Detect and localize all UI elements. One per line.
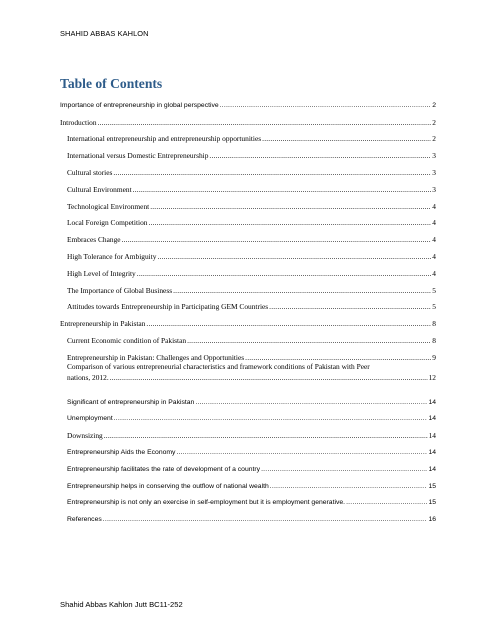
toc-entry-text: Unemployment [67, 415, 113, 423]
toc-leader [103, 515, 428, 524]
toc-leader [195, 398, 427, 407]
toc-leader [346, 498, 427, 507]
toc-entry-text: Importance of entrepreneurship in global perspective [60, 101, 219, 109]
toc-page-number: 4 [432, 201, 436, 211]
toc-page-number: 3 [432, 151, 436, 161]
toc-leader [209, 151, 431, 160]
toc-entry-text: Entrepreneurship in Pakistan [60, 319, 146, 329]
toc-page-number: 2 [432, 117, 436, 127]
toc-entry[interactable] [60, 491, 436, 508]
page-header: SHAHID ABBAS KAHLON [60, 29, 149, 38]
toc-entry-text: Attitudes towards Entrepreneurship in Participating GEM Countries [67, 302, 269, 312]
toc-leader [176, 448, 427, 457]
toc-entry-text: Entrepreneurship helps in conserving the outflow of national wealth [67, 482, 269, 490]
toc-leader [146, 319, 431, 328]
toc-page-number: 5 [432, 285, 436, 295]
toc-entry[interactable] [60, 507, 436, 524]
toc-page-number: 15 [428, 499, 436, 507]
toc-entry-text: Introduction [60, 117, 97, 127]
toc-entry-text: High Level of Integrity [67, 268, 136, 278]
toc-entry-text: Significant of entrepreneurship in Pakistan [67, 398, 195, 406]
toc-leader [270, 482, 428, 491]
toc-entry-text: International entrepreneurship and entrepreneurship opportunities [67, 134, 262, 144]
toc-leader [104, 431, 428, 440]
toc-entry-text: Comparison of various entrepreneurial characteristics and framework conditions of Pakistan with Peer [67, 361, 370, 371]
toc-page-number: 14 [428, 448, 436, 456]
toc-leader [173, 286, 431, 295]
toc-entry-text: Technological Environment [67, 201, 150, 211]
toc-leader [262, 134, 431, 143]
toc-page-number: 3 [432, 167, 436, 177]
toc-entry-text: Cultural Environment [67, 184, 132, 194]
table-of-contents [60, 93, 436, 524]
toc-entry[interactable] [60, 457, 436, 474]
page-footer: Shahid Abbas Kahlon Jutt BC11-252 [60, 600, 183, 609]
toc-entry-text: The Importance of Global Business [67, 285, 173, 295]
toc-page-number: 12 [428, 372, 436, 382]
toc-leader [113, 168, 431, 177]
toc-entry-text: Entrepreneurship in Pakistan: Challenges and Opportunities [67, 352, 245, 362]
toc-leader [114, 414, 428, 423]
toc-entry-text: Current Economic condition of Pakistan [67, 335, 187, 345]
toc-entry-text: Entrepreneurship facilitates the rate of development of a country [67, 465, 261, 473]
toc-entry[interactable] [60, 295, 436, 312]
toc-page-number: 4 [432, 268, 436, 278]
toc-entry[interactable] [60, 328, 436, 345]
toc-entry[interactable] [60, 93, 436, 110]
toc-entry[interactable] [60, 440, 436, 457]
toc-leader [245, 353, 431, 362]
toc-page-number: 2 [432, 134, 436, 144]
toc-leader [220, 101, 432, 110]
toc-entry[interactable] [60, 261, 436, 278]
toc-page-number: 14 [428, 465, 436, 473]
toc-entry[interactable] [60, 244, 436, 261]
toc-entry[interactable] [60, 278, 436, 295]
toc-page-number: 4 [432, 218, 436, 228]
toc-leader [148, 218, 431, 227]
toc-page-number: 14 [428, 398, 436, 406]
toc-entry[interactable] [60, 160, 436, 177]
toc-entry-text: References [67, 516, 102, 524]
toc-leader [137, 269, 432, 278]
toc-entry-text: Local Foreign Competition [67, 218, 148, 228]
toc-page-number: 16 [428, 516, 436, 524]
toc-page-number: 14 [428, 431, 436, 441]
toc-entry-text: High Tolerance for Ambiguity [67, 251, 157, 261]
toc-page-number: 4 [432, 235, 436, 245]
toc-leader [261, 465, 427, 474]
toc-entry[interactable] [60, 407, 436, 424]
toc-entry-text: Downsizing [67, 431, 103, 441]
toc-title: Table of Contents [60, 76, 163, 91]
toc-leader [150, 202, 431, 211]
toc-entry[interactable] [60, 143, 436, 160]
toc-page-number: 4 [432, 251, 436, 261]
toc-entry[interactable] [60, 362, 436, 390]
toc-page-number: 14 [428, 415, 436, 423]
toc-leader [157, 252, 431, 261]
toc-entry[interactable] [60, 423, 436, 440]
toc-entry[interactable] [60, 194, 436, 211]
toc-page-number: 9 [432, 352, 436, 362]
toc-leader [133, 185, 432, 194]
toc-entry[interactable] [60, 311, 436, 328]
toc-page-number: 5 [432, 302, 436, 312]
toc-entry-text: Entrepreneurship is not only an exercise in self-employment but it is employment generative. [67, 499, 346, 507]
toc-page-number: 3 [432, 184, 436, 194]
toc-page-number: 2 [432, 101, 436, 109]
toc-entry-text: Cultural stories [67, 167, 113, 177]
toc-entry[interactable] [60, 345, 436, 362]
toc-page-number: 8 [432, 335, 436, 345]
toc-page-number: 8 [432, 319, 436, 329]
toc-leader [110, 373, 428, 383]
toc-entry[interactable] [60, 127, 436, 144]
toc-entry-text: International versus Domestic Entrepreneurship [67, 151, 209, 161]
toc-entry-text: Embraces Change [67, 235, 121, 245]
toc-leader [122, 235, 432, 244]
toc-leader [269, 302, 431, 311]
toc-entry[interactable] [60, 390, 436, 407]
toc-entry[interactable] [60, 211, 436, 228]
toc-entry[interactable] [60, 474, 436, 491]
toc-entry[interactable] [60, 177, 436, 194]
toc-page-number: 15 [428, 482, 436, 490]
toc-entry-text-continued: nations, 2012. [67, 372, 109, 382]
toc-entry[interactable] [60, 227, 436, 244]
toc-leader [98, 118, 432, 127]
toc-leader [187, 336, 431, 345]
toc-entry[interactable] [60, 110, 436, 127]
toc-entry-text: Entrepreneurship Aids the Economy [67, 448, 176, 456]
